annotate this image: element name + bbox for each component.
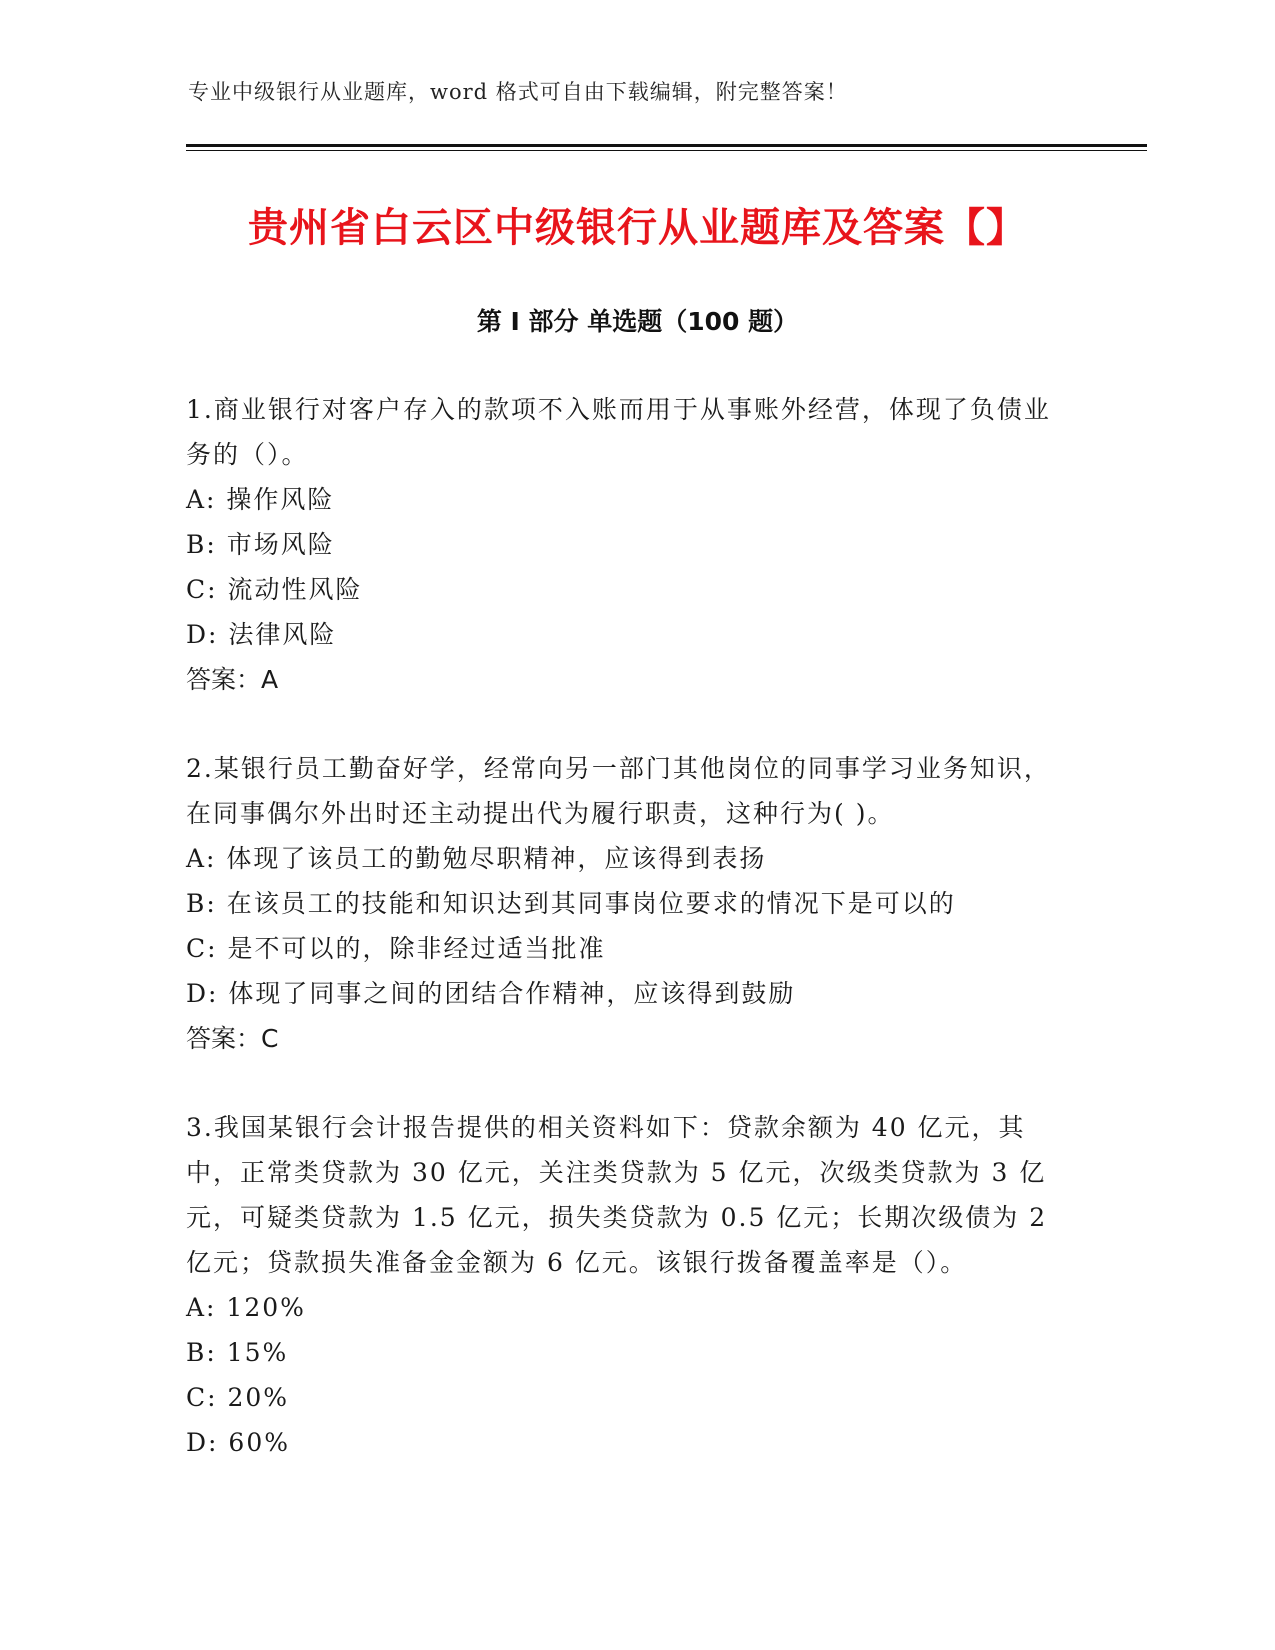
option-a: A: 体现了该员工的勤勉尽职精神，应该得到表扬 xyxy=(186,844,767,873)
option-b: B: 在该员工的技能和知识达到其同事岗位要求的情况下是可以的 xyxy=(186,889,956,918)
option-d: D: 法律风险 xyxy=(186,620,337,649)
header-note: 专业中级银行从业题库，word 格式可自由下载编辑，附完整答案！ xyxy=(188,80,848,104)
question-3 xyxy=(186,1105,1066,1465)
question-stem: 1.商业银行对客户存入的款项不入账而用于从事账外经营，体现了负债业务的（）。 xyxy=(186,395,1051,469)
answer-line: 答案：C xyxy=(186,1024,279,1053)
option-a: A: 操作风险 xyxy=(186,485,335,514)
answer-line: 答案：A xyxy=(186,665,279,694)
header-rule-thin xyxy=(186,150,1147,151)
question-stem: 2.某银行员工勤奋好学，经常向另一部门其他岗位的同事学习业务知识，在同事偶尔外出时还主动提出代为履行职责，这种行为( )。 xyxy=(186,754,1051,828)
option-b: B: 15% xyxy=(186,1338,289,1367)
option-d: D: 体现了同事之间的团结合作精神，应该得到鼓励 xyxy=(186,979,796,1008)
question-list xyxy=(186,387,1066,1509)
option-c: C: 是不可以的，除非经过适当批准 xyxy=(186,934,606,963)
section-title: 第 I 部分 单选题（100 题） xyxy=(476,307,799,336)
option-d: D: 60% xyxy=(186,1428,290,1457)
option-b: B: 市场风险 xyxy=(186,530,335,559)
question-1 xyxy=(186,387,1066,702)
option-a: A: 120% xyxy=(186,1293,306,1322)
header-rule-thick xyxy=(186,144,1147,147)
option-c: C: 流动性风险 xyxy=(186,575,363,604)
question-stem: 3.我国某银行会计报告提供的相关资料如下：贷款余额为 40 亿元，其中，正常类贷款为 30 亿元，关注类贷款为 5 亿元，次级类贷款为 3 亿元，可疑类贷款为 1.5 亿元，损失类贷款为 0.5 亿元；长期次级债为 2 亿元；贷款损失准备金金额为 6 亿元。该银行拨备覆盖率是（）。 xyxy=(186,1113,1048,1277)
document-title: 贵州省白云区中级银行从业题库及答案【】 xyxy=(248,205,1027,251)
option-c: C: 20% xyxy=(186,1383,290,1412)
question-2 xyxy=(186,746,1066,1061)
